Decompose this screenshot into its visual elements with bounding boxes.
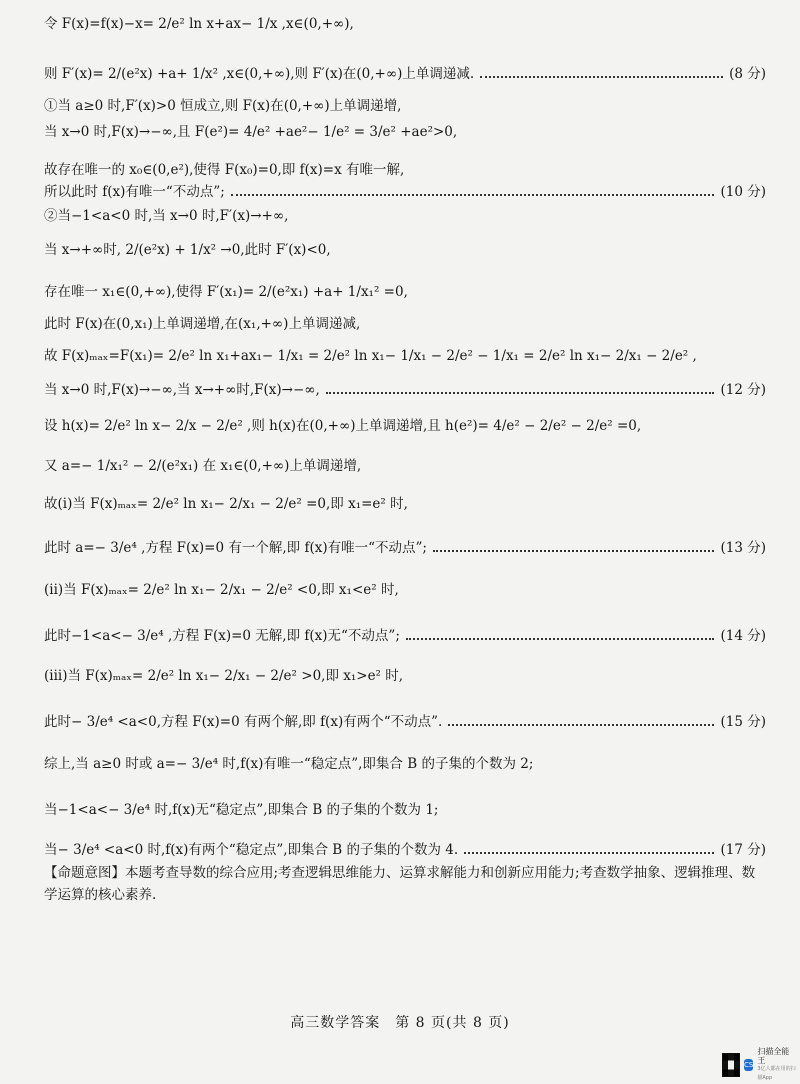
dotted-leader — [326, 392, 715, 394]
solution-line — [44, 456, 766, 476]
solution-line — [44, 314, 766, 334]
solution-line — [44, 626, 766, 646]
solution-line-text: 此时 F(x)在(0,x₁)上单调递增,在(x₁,+∞)上单调递减, — [44, 316, 361, 332]
score-label: (10 分) — [720, 184, 766, 200]
scanner-badge — [722, 1047, 796, 1081]
brand-tagline: 3亿人都在用的扫描App — [757, 1066, 796, 1081]
solution-line-text: 设 h(x)= 2/e² ln x− 2/x − 2/e² ,则 h(x)在(0,+∞)上单调递增,且 h(e²)= 4/e² − 2/e² − 2/e² =0, — [44, 418, 642, 434]
solution-line-text: 故(i)当 F(x)ₘₐₓ= 2/e² ln x₁− 2/x₁ − 2/e² =0,即 x₁=e² 时, — [44, 496, 408, 512]
score-label: (13 分) — [720, 540, 766, 556]
dotted-leader — [406, 638, 715, 640]
solution-line — [44, 666, 766, 686]
intent-note — [44, 862, 766, 906]
dotted-leader — [464, 852, 714, 854]
dotted-leader — [480, 76, 723, 78]
brand-name: 扫描全能王 — [757, 1047, 790, 1065]
solution-line — [44, 160, 766, 180]
solution-line-text: 此时 a=− 3/e⁴ ,方程 F(x)=0 有一个解,即 f(x)有唯一“不动点”; — [44, 540, 427, 556]
score-label: (15 分) — [720, 714, 766, 730]
solution-line-text: ①当 a≥0 时,F′(x)>0 恒成立,则 F(x)在(0,+∞)上单调递增, — [44, 98, 402, 114]
dotted-leader — [448, 724, 714, 726]
solution-line-text: 此时−1<a<− 3/e⁴ ,方程 F(x)=0 无解,即 f(x)无“不动点”; — [44, 628, 400, 644]
qr-code-icon — [722, 1053, 740, 1077]
intent-text: 【命题意图】本题考查导数的综合应用;考查逻辑思维能力、运算求解能力和创新应用能力;考查数学抽象、逻辑推理、数学运算的核心素养. — [44, 865, 756, 903]
solution-line-text: 当− 3/e⁴ <a<0 时,f(x)有两个“稳定点”,即集合 B 的子集的个数为 4. — [44, 842, 459, 858]
solution-line — [44, 538, 766, 558]
solution-line — [44, 494, 766, 514]
solution-line-text: 当 x→0 时,F(x)→−∞,且 F(e²)= 4/e² +ae²− 1/e² = 3/e² +ae²>0, — [44, 124, 458, 140]
solution-line-text: 则 F′(x)= 2/(e²x) +a+ 1/x² ,x∈(0,+∞),则 F′(x)在(0,+∞)上单调递减. — [44, 66, 475, 82]
solution-line — [44, 580, 766, 600]
solution-line — [44, 14, 766, 34]
solution-line-text: 综上,当 a≥0 时或 a=− 3/e⁴ 时,f(x)有唯一“稳定点”,即集合 B 的子集的个数为 2; — [44, 756, 534, 772]
solution-line — [44, 64, 766, 84]
solution-line-text: 存在唯一 x₁∈(0,+∞),使得 F′(x₁)= 2/(e²x₁) +a+ 1/x₁² =0, — [44, 284, 408, 300]
solution-line — [44, 96, 766, 116]
solution-line — [44, 240, 766, 260]
solution-line-text: (ii)当 F(x)ₘₐₓ= 2/e² ln x₁− 2/x₁ − 2/e² <0,即 x₁<e² 时, — [44, 582, 399, 598]
solution-line-text: 当 x→0 时,F(x)→−∞,当 x→+∞时,F(x)→−∞, — [44, 382, 320, 398]
solution-line — [44, 182, 766, 202]
solution-line-text: 当−1<a<− 3/e⁴ 时,f(x)无“稳定点”,即集合 B 的子集的个数为 1; — [44, 802, 439, 818]
solution-line — [44, 380, 766, 400]
score-label: (14 分) — [720, 628, 766, 644]
solution-line-text: 故存在唯一的 x₀∈(0,e²),使得 F(x₀)=0,即 f(x)=x 有唯一解, — [44, 162, 405, 178]
solution-line — [44, 840, 766, 860]
score-label: (17 分) — [720, 842, 766, 858]
solution-line — [44, 416, 766, 436]
solution-line — [44, 800, 766, 820]
solution-line — [44, 282, 766, 302]
brand-label — [757, 1047, 796, 1083]
solution-line-text: 所以此时 f(x)有唯一“不动点”; — [44, 184, 225, 200]
app-logo-icon: CS — [744, 1061, 754, 1069]
score-label: (8 分) — [729, 66, 766, 82]
solution-line — [44, 206, 766, 226]
solution-line — [44, 754, 766, 774]
page-footer: 高三数学答案 第 8 页(共 8 页) — [290, 1015, 510, 1031]
solution-line — [44, 122, 766, 142]
solution-line-text: 故 F(x)ₘₐₓ=F(x₁)= 2/e² ln x₁+ax₁− 1/x₁ = 2/e² ln x₁− 1/x₁ − 2/e² − 1/x₁ = 2/e² ln x₁− 2/x₁ − 2/e² , — [44, 348, 697, 364]
solution-line — [44, 346, 766, 366]
solution-line-text: (iii)当 F(x)ₘₐₓ= 2/e² ln x₁− 2/x₁ − 2/e² >0,即 x₁>e² 时, — [44, 668, 404, 684]
solution-line-text: 此时− 3/e⁴ <a<0,方程 F(x)=0 有两个解,即 f(x)有两个“不动点”. — [44, 714, 443, 730]
solution-line-text: 令 F(x)=f(x)−x= 2/e² ln x+ax− 1/x ,x∈(0,+∞), — [44, 16, 354, 32]
dotted-leader — [433, 550, 715, 552]
solution-line-text: 当 x→+∞时, 2/(e²x) + 1/x² →0,此时 F′(x)<0, — [44, 242, 331, 258]
score-label: (12 分) — [720, 382, 766, 398]
solution-line-text: 又 a=− 1/x₁² − 2/(e²x₁) 在 x₁∈(0,+∞)上单调递增, — [44, 458, 362, 474]
solution-line — [44, 712, 766, 732]
dotted-leader — [231, 194, 715, 196]
solution-line-text: ②当−1<a<0 时,当 x→0 时,F′(x)→+∞, — [44, 208, 289, 224]
